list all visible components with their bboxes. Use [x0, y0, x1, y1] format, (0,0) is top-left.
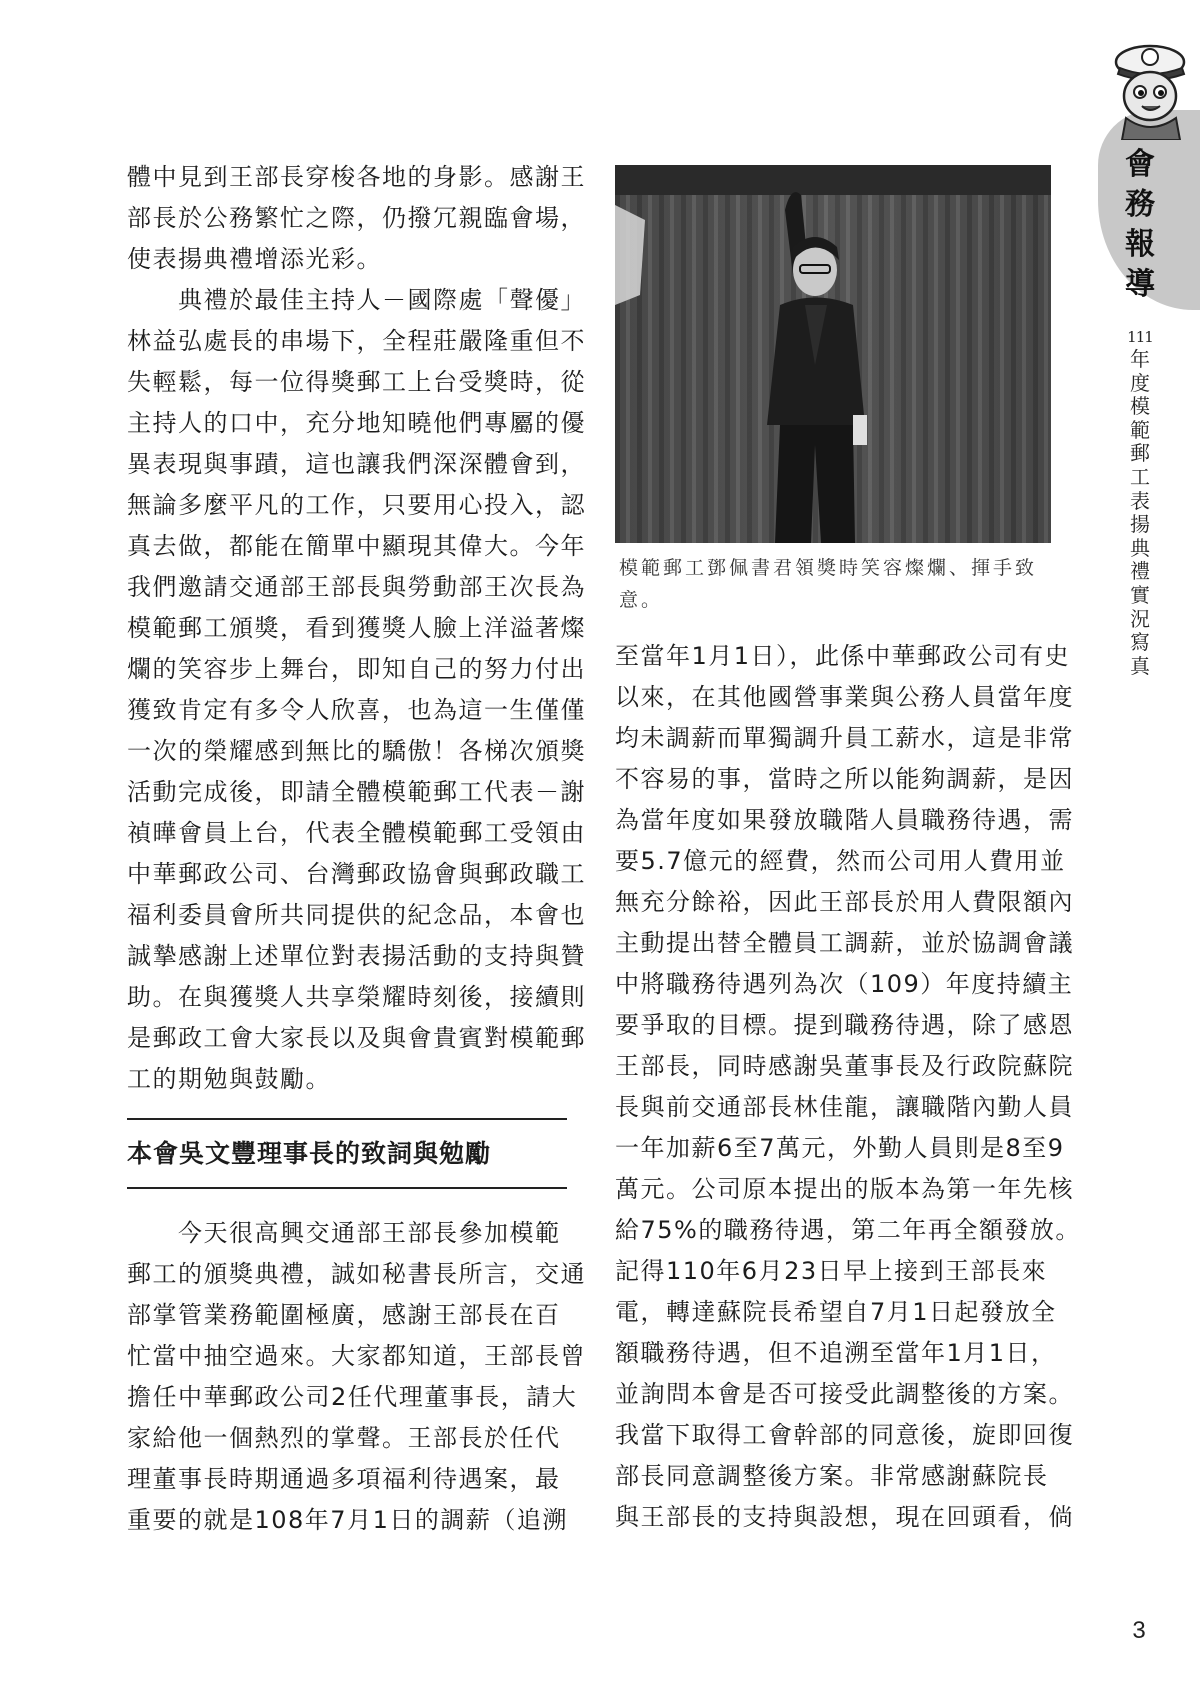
- mascot-postman-icon: [1106, 40, 1200, 140]
- text-line: 為當年度如果發放職階人員職務待遇，需: [615, 806, 1074, 834]
- text-line: 要爭取的目標。提到職務待遇，除了感恩: [615, 1011, 1074, 1039]
- text-line: 理董事長時期通過多項福利待遇案，最: [127, 1465, 561, 1493]
- text-line: 我當下取得工會幹部的同意後，旋即回復: [615, 1421, 1074, 1449]
- text-line: 助。在與獲獎人共享榮耀時刻後，接續則: [127, 983, 586, 1011]
- text-line: 使表揚典禮增添光彩。: [127, 245, 382, 273]
- text-line: 獲致肯定有多令人欣喜，也為這一生僅僅: [127, 696, 586, 724]
- running-header-year: 111: [1127, 328, 1153, 346]
- text-line: 無論多麼平凡的工作，只要用心投入，認: [127, 491, 586, 519]
- article-right-column: [615, 636, 1081, 1538]
- section-tab-label: 會務報導: [1125, 147, 1155, 302]
- text-line: 一次的榮耀感到無比的驕傲！各梯次頒獎: [127, 737, 586, 765]
- text-line: 王部長，同時感謝吳董事長及行政院蘇院: [615, 1052, 1074, 1080]
- text-line: 中華郵政公司、台灣郵政協會與郵政職工: [127, 860, 586, 888]
- caption-line: 模範郵工鄧佩書君領獎時笑容燦爛、揮手致: [619, 557, 1038, 579]
- text-line: 重要的就是108年7月1日的調薪（追溯: [127, 1506, 568, 1534]
- text-line: 禎曄會員上台，代表全體模範郵工受領由: [127, 819, 586, 847]
- text-line: 郵工的頒獎典禮，誠如秘書長所言，交通: [127, 1260, 586, 1288]
- text-line: 忙當中抽空過來。大家都知道，王部長曾: [127, 1342, 586, 1370]
- text-line: 林益弘處長的串場下，全程莊嚴隆重但不: [127, 327, 586, 355]
- page-number: 3: [1132, 1617, 1146, 1644]
- text-line: 至當年1月1日），此係中華郵政公司有史: [615, 642, 1071, 670]
- text-line: 部掌管業務範圍極廣，感謝王部長在百: [127, 1301, 561, 1329]
- text-line: 給75%的職務待遇，第二年再全額發放。: [615, 1216, 1081, 1244]
- text-line: 無充分餘裕，因此王部長於用人費限額內: [615, 888, 1074, 916]
- text-line: 萬元。公司原本提出的版本為第一年先核: [615, 1175, 1074, 1203]
- text-line: 擔任中華郵政公司2任代理董事長，請大: [127, 1383, 578, 1411]
- text-line: 真去做，都能在簡單中顯現其偉大。今年: [127, 532, 586, 560]
- text-line: 一年加薪6至7萬元，外勤人員則是8至9: [615, 1134, 1065, 1162]
- text-line: 家給他一個熱烈的掌聲。王部長於任代: [127, 1424, 561, 1452]
- running-header-title: 年度模範郵工表揚典禮實況寫真: [1130, 347, 1150, 678]
- text-line: 額職務待遇，但不追溯至當年1月1日，: [615, 1339, 1057, 1367]
- text-line: 工的期勉與鼓勵。: [127, 1065, 331, 1093]
- text-line: 部長同意調整後方案。非常感謝蘇院長: [615, 1462, 1049, 1490]
- text-line: 長與前交通部長林佳龍，讓職階內勤人員: [615, 1093, 1074, 1121]
- text-line: 以來，在其他國營事業與公務人員當年度: [615, 683, 1074, 711]
- text-line: 爛的笑容步上舞台，即知自己的努力付出: [127, 655, 586, 683]
- section-heading: 本會吳文豐理事長的致詞與勉勵: [127, 1139, 492, 1168]
- text-line: 活動完成後，即請全體模範郵工代表－謝: [127, 778, 586, 806]
- text-line: 是郵政工會大家長以及與會貴賓對模範郵: [127, 1024, 586, 1052]
- section-rule-top: [127, 1118, 567, 1120]
- text-line: 並詢問本會是否可接受此調整後的方案。: [615, 1380, 1074, 1408]
- text-line: 要5.7億元的經費，然而公司用人費用並: [615, 847, 1066, 875]
- photo-caption: [619, 552, 1059, 616]
- section-rule-bottom: [127, 1187, 567, 1189]
- text-line: 模範郵工頒獎，看到獲獎人臉上洋溢著燦: [127, 614, 586, 642]
- text-line: 部長於公務繁忙之際，仍撥冗親臨會場，: [127, 204, 586, 232]
- text-line: 主持人的口中，充分地知曉他們專屬的優: [127, 409, 586, 437]
- award-photo: [615, 165, 1051, 543]
- text-line: 主動提出替全體員工調薪，並於協調會議: [615, 929, 1074, 957]
- text-line: 記得110年6月23日早上接到王部長來: [615, 1257, 1048, 1285]
- article-left-column: [127, 157, 586, 1100]
- text-line: 福利委員會所共同提供的紀念品，本會也: [127, 901, 586, 929]
- text-line: 典禮於最佳主持人－國際處「聲優」: [127, 286, 586, 314]
- text-line: 失輕鬆，每一位得獎郵工上台受獎時，從: [127, 368, 586, 396]
- text-line: 我們邀請交通部王部長與勞動部王次長為: [127, 573, 586, 601]
- text-line: 中將職務待遇列為次（109）年度持續主: [615, 970, 1074, 998]
- text-line: 與王部長的支持與設想，現在回頭看，倘: [615, 1503, 1074, 1531]
- article-left-column-2: [127, 1213, 586, 1541]
- text-line: 體中見到王部長穿梭各地的身影。感謝王: [127, 163, 586, 191]
- text-line: 電，轉達蘇院長希望自7月1日起發放全: [615, 1298, 1057, 1326]
- text-line: 誠摯感謝上述單位對表揚活動的支持與贊: [127, 942, 586, 970]
- caption-line: 意。: [619, 589, 664, 611]
- text-line: 今天很高興交通部王部長參加模範: [127, 1219, 561, 1247]
- text-line: 異表現與事蹟，這也讓我們深深體會到，: [127, 450, 586, 478]
- text-line: 不容易的事，當時之所以能夠調薪，是因: [615, 765, 1074, 793]
- text-line: 均未調薪而單獨調升員工薪水，這是非常: [615, 724, 1074, 752]
